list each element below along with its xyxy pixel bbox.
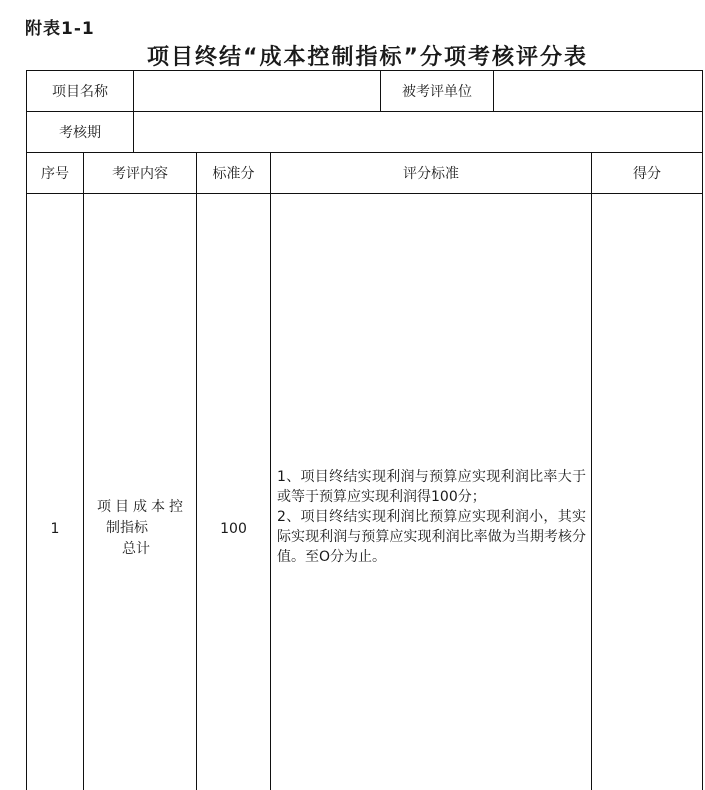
row-standard-score: 100 bbox=[220, 521, 247, 537]
criteria-item: 1、项目终结实现利润与预算应实现利润比率大于或等于预算应实现利润得100分； bbox=[277, 469, 586, 505]
criteria-item: 2、项目终结实现利润比预算应实现利润小，其实际实现利润与预算应实现利润比率做为当期考核分值。至O分为止。 bbox=[277, 509, 586, 565]
row-content-line: 制指标 bbox=[106, 520, 148, 536]
page-title: 项目终结“成本控制指标”分项考核评分表 bbox=[147, 45, 588, 70]
column-header-score: 得分 bbox=[633, 166, 661, 182]
row-content bbox=[84, 497, 196, 560]
period-label: 考核期 bbox=[59, 125, 101, 141]
evaluated-unit-field[interactable] bbox=[494, 71, 702, 111]
project-name-field[interactable] bbox=[134, 71, 380, 111]
row-content-line: 项目成本控 bbox=[97, 499, 187, 515]
period-field[interactable] bbox=[134, 112, 702, 152]
column-header-standard-score: 标准分 bbox=[212, 166, 255, 182]
project-name-label: 项目名称 bbox=[52, 84, 108, 100]
row-criteria bbox=[277, 467, 586, 567]
evaluated-unit-label: 被考评单位 bbox=[402, 84, 472, 100]
column-header-content: 考评内容 bbox=[112, 166, 168, 182]
row-content-line: 总计 bbox=[122, 541, 150, 557]
row-score-field[interactable] bbox=[592, 194, 702, 790]
row-seq: 1 bbox=[50, 521, 60, 537]
column-header-criteria: 评分标准 bbox=[403, 166, 459, 182]
column-header-seq: 序号 bbox=[41, 166, 69, 182]
appendix-label: 附表1-1 bbox=[25, 19, 95, 39]
